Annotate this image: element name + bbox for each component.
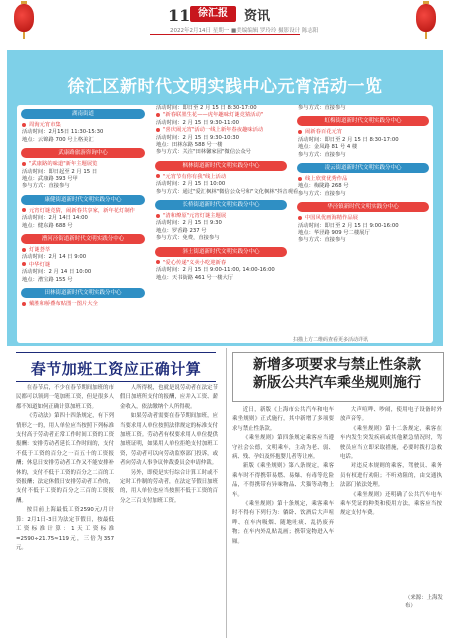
- activity-text: 参与方式：通过"爱汇枫林"微信公众号和"文化枫林"抖音观看: [156, 188, 299, 195]
- article-column: 大声喧哗、吵闹，使用电子设备时外放声音等。 《乘坐规则》第十二条规定，乘客在车内发生突发疾病或其他紧急情况时，驾驶员应当立即采取措施，必要时拨打急救电话。 对违反本规则的乘客，驾驶员、乘务员有权进行劝阻；不听劝阻的，由交通执法部门依法处理。 《乘坐规则》还明确了公共汽车电车乘车凭证的种类和使用方法，乘客应当按规定支付车费。: [340, 407, 442, 517]
- lantern-icon: [14, 4, 34, 32]
- activity-detail: [295, 144, 431, 151]
- activity-text: 活动时间：2 月 15 日 9:30-10:30: [156, 134, 239, 141]
- activity-detail: [19, 277, 147, 284]
- activity-text: 活动时间：2 月 15 日 9:00-11:00, 14:00-16:00: [156, 267, 275, 274]
- activity-text: 活动时间：2月15日 11:30-15:30: [22, 129, 104, 136]
- activity-text: 地点：武康路 393 号甲: [22, 176, 78, 183]
- newspaper-logo: 徐汇报: [190, 6, 236, 22]
- article-source: （来源：上海发布）: [405, 595, 443, 609]
- activity-detail: [295, 223, 431, 230]
- activities-column-1: [19, 105, 147, 309]
- header-rule: [150, 34, 300, 35]
- activity-detail: [19, 183, 147, 190]
- activity-text: 地点：漕宝路 155 号: [22, 276, 73, 283]
- district-banner: 湖南街道: [21, 109, 145, 119]
- activity-text: "爱心传递"义卖小吃迎新春: [163, 259, 227, 266]
- activity-text: 参与方式：直接参与: [298, 151, 346, 158]
- bullet-icon: [22, 123, 26, 127]
- activity-detail: [153, 181, 289, 188]
- activity-text: 参与方式：直接参与: [298, 237, 346, 244]
- bullet-icon: [156, 260, 160, 264]
- bullet-icon: [298, 216, 302, 220]
- activity-text: 周洵元宵市集: [29, 122, 61, 128]
- activity-text: "清和燎原"元宵灯谜主题展: [163, 213, 227, 220]
- activity-text: 参与方式：关注"田林馨家园"微信公众号: [156, 149, 251, 156]
- district-banner: 斜土街道新时代文明实践分中心: [155, 247, 287, 257]
- activity-text: 地点：梅陇路 268 号: [298, 183, 349, 190]
- activity-text: 活动时间：2 月 15 日 10:00: [156, 181, 226, 188]
- activity-text: 灯谜荟萃: [29, 247, 51, 254]
- district-banner: 虹梅街道新时代文明实践分中心: [297, 116, 429, 126]
- district-banner: 华泾镇新时代文明实践分中心: [297, 202, 429, 212]
- activity-detail: [19, 137, 147, 144]
- bullet-icon: [156, 128, 160, 132]
- district-banner: 田林街道新时代文明实践分中心: [21, 288, 145, 298]
- activity-text: 闹新春百花元宵: [305, 129, 343, 136]
- district-banner: 康健街道新时代文明实践分中心: [21, 195, 145, 205]
- activity-text: "新春联墨生花——虎年趣味灯谜竞猜活动": [163, 112, 264, 119]
- district-banner: 漕河泾街道新时代文明实践分中心: [21, 234, 145, 244]
- article-title: [232, 356, 442, 392]
- activity-detail: [19, 269, 147, 276]
- activity-detail: [19, 169, 147, 176]
- activity-detail: [153, 220, 289, 227]
- article-column: 人所得税，也就是说劳动者在法定节假日加班所支付的报酬，应并入工资、薪金收入，依法缴纳个人所得税。 如果劳动者需要在春节期间加班，应当要求用人单位按照法律规定的标准支付加班工资。劳动者有权要求用人单位提供加班证明，如果用人单位拒绝支付加班工资，劳动者可以向劳动监察部门投诉，或者向劳动人事争议仲裁委员会申请仲裁。 另外，即使是实行综合计算工时或不定时工作制的劳动者，在法定节假日加班的，用人单位也应当按照不低于工资的百分之三百支付加班工资。: [120, 385, 218, 504]
- activity-text: 活动时间：2 月 15 日 9:30-11:00: [156, 119, 239, 126]
- activity-text: 参与方式：直接参与: [22, 183, 70, 190]
- activity-detail: [153, 267, 289, 274]
- district-banner: 武康路旅游咨询中心: [21, 148, 145, 158]
- activity-text: 活动时间：2月 14 日 9:00: [22, 254, 87, 261]
- activity-detail: [19, 129, 147, 136]
- activity-text: 地点：罗香路 237 号: [156, 227, 207, 234]
- activity-name: [153, 112, 289, 119]
- activities-column-2: [153, 105, 299, 282]
- activity-text: 参与方式：直接参与: [298, 105, 346, 111]
- activity-text: 中华灯谜: [29, 261, 51, 268]
- district-banner: 长桥街道新时代文明实践分中心: [155, 200, 287, 210]
- section-name: 资讯: [244, 9, 271, 24]
- activity-name: [295, 129, 431, 136]
- activity-name: [19, 301, 147, 308]
- activity-text: 活动时间：2月 14日 14:00: [22, 215, 88, 222]
- activity-text: "喜庆闹元宵"活动一线上新年春夜趣味活动: [163, 127, 264, 134]
- activity-detail: [295, 191, 431, 198]
- activity-detail: [19, 254, 147, 261]
- article-column: 近日，新版《上海市公共汽车和电车乘坐规则》正式施行，其中新增了多项要求与禁止性条款。 《乘坐规则》第四条规定乘客应当遵守社会公德，文明乘车，主动为老、弱、病、残、孕妇及怀抱婴儿者等让座。 新版《乘坐规则》第八条规定，乘客乘车时不得携带易燃、易爆、有毒等危险品，不得携带有异味物品、犬猫等动物上车。 《乘坐规则》第十条规定，乘客乘车时不得有下列行为：躺卧、饮酒后大声喧哗、在车内吸烟、随地吐痰、乱扔废弃物；在车内外乱贴乱画；携带宠物进入车厢。: [232, 407, 334, 545]
- article-title: 春节加班工资应正确计算: [30, 360, 202, 378]
- bullet-icon: [156, 214, 160, 218]
- activity-text: 地点：华泾路 909 号二楼展厅: [298, 230, 370, 237]
- activity-text: 线上欣赏优秀作品: [305, 176, 348, 183]
- activity-detail: [295, 183, 431, 190]
- activity-text: 地点：健东路 688 号: [22, 222, 73, 229]
- column-divider: [226, 348, 227, 638]
- activity-detail: [295, 105, 431, 112]
- article-column: 在春节后，不少在春节期间加班的市民都可以领到一笔加班工资，但是很多人都不知道如何正确计算加班工资。 《劳动法》第四十四条规定，有下列情形之一的，用人单位应当按照下列标准支付高于劳动者正常工作时间工资的工资报酬：安排劳动者延长工作时间的，支付不低于工资的百分之一百五十的工资报酬；休息日安排劳动者工作又不能安排补休的，支付不低于工资的百分之二百的工资报酬；法定休假日安排劳动者工作的，支付不低于工资的百分之三百的工资报酬。 按目前上海最低工资2590元/月计算：2月1日-3日为法定节假日，按最低工资标准计算：1天工资标准=2590÷21.75≈119元，三倍为357元。: [16, 385, 114, 551]
- activity-text: 活动时间：2 月 15 日 9:30: [156, 220, 222, 227]
- activity-text: 中国风优画海精作品展: [305, 215, 358, 222]
- activity-name: [153, 127, 289, 134]
- activity-text: 元宵灯谜竞猜，闹新春共享家，新年花灯制作: [29, 207, 135, 214]
- activity-detail: [153, 135, 289, 142]
- activity-detail: [19, 215, 147, 222]
- activity-text: 参与方式：直接参与: [298, 190, 346, 197]
- qr-footnote: 扫描上方二维码查看更多活动详讯: [293, 337, 369, 343]
- page-header: [0, 0, 450, 50]
- district-banner: 凌云街道新时代文明实践分中心: [297, 163, 429, 173]
- article-title-line: 新增多项要求与禁止性条款: [253, 357, 421, 373]
- activity-detail: [153, 188, 299, 196]
- page-number: 11: [168, 6, 191, 25]
- bullet-icon: [298, 130, 302, 134]
- activity-detail: [295, 152, 431, 159]
- bullet-icon: [156, 113, 160, 117]
- activity-text: 活动时间：2 月 14 日 10:00: [22, 269, 92, 276]
- lantern-icon: [416, 4, 436, 32]
- activity-detail: [153, 149, 289, 156]
- activity-text: 活动时间：即日至 2 月 15 日 9:00-16:00: [298, 222, 399, 229]
- feature-title: 徐汇区新时代文明实践中心元宵活动一览: [67, 77, 383, 97]
- activity-text: 地点：金凤路 81 号 4 楼: [298, 144, 358, 151]
- activity-text: 活动时间：即日至 2 月 15 日 8:30-17:00: [156, 105, 257, 111]
- feature-panel: [7, 50, 443, 346]
- activity-name: [19, 161, 147, 168]
- activities-column-3: [295, 105, 431, 245]
- activity-detail: [153, 275, 289, 282]
- article-title-line: 新版公共汽车乘坐规则施行: [253, 375, 421, 391]
- district-banner: 枫林街道新时代文明实践分中心: [155, 161, 287, 171]
- bullet-icon: [22, 208, 26, 212]
- activity-text: "元宵节有你有我"线上活动: [163, 173, 227, 180]
- activity-text: 活动时间：即日起至 2 月 15 日: [22, 168, 98, 175]
- activities-box: [17, 105, 433, 343]
- bullet-icon: [22, 302, 26, 306]
- activity-detail: [153, 235, 289, 242]
- activity-text: 地点：田林东路 588 号一楼: [156, 142, 223, 149]
- activity-name: [153, 260, 289, 267]
- activity-text: 地点：天书街路 461 号一楼大厅: [156, 274, 234, 281]
- activity-detail: [295, 237, 431, 244]
- bullet-icon: [298, 177, 302, 181]
- bullet-icon: [22, 162, 26, 166]
- issue-meta: 2022年2月14日 星期一 ■美编编辑 罗玲玲 摄影设计 陈志阳: [170, 28, 319, 34]
- activity-text: 地点：云锦路 700 号上格美汇: [22, 136, 94, 143]
- activity-text: 戴胜和桥叠布贴图一图片大全: [29, 301, 98, 308]
- activity-text: "武康路的味道"新年主题展览: [29, 161, 98, 168]
- activity-detail: [19, 223, 147, 230]
- bullet-icon: [156, 174, 160, 178]
- activity-text: 活动时间：即日至 2 月 15 日 8:30-17:00: [298, 136, 399, 143]
- bullet-icon: [22, 248, 26, 252]
- activity-name: [295, 215, 431, 222]
- bullet-icon: [22, 262, 26, 266]
- activity-text: 参与方式：免费，直接参与: [156, 235, 220, 242]
